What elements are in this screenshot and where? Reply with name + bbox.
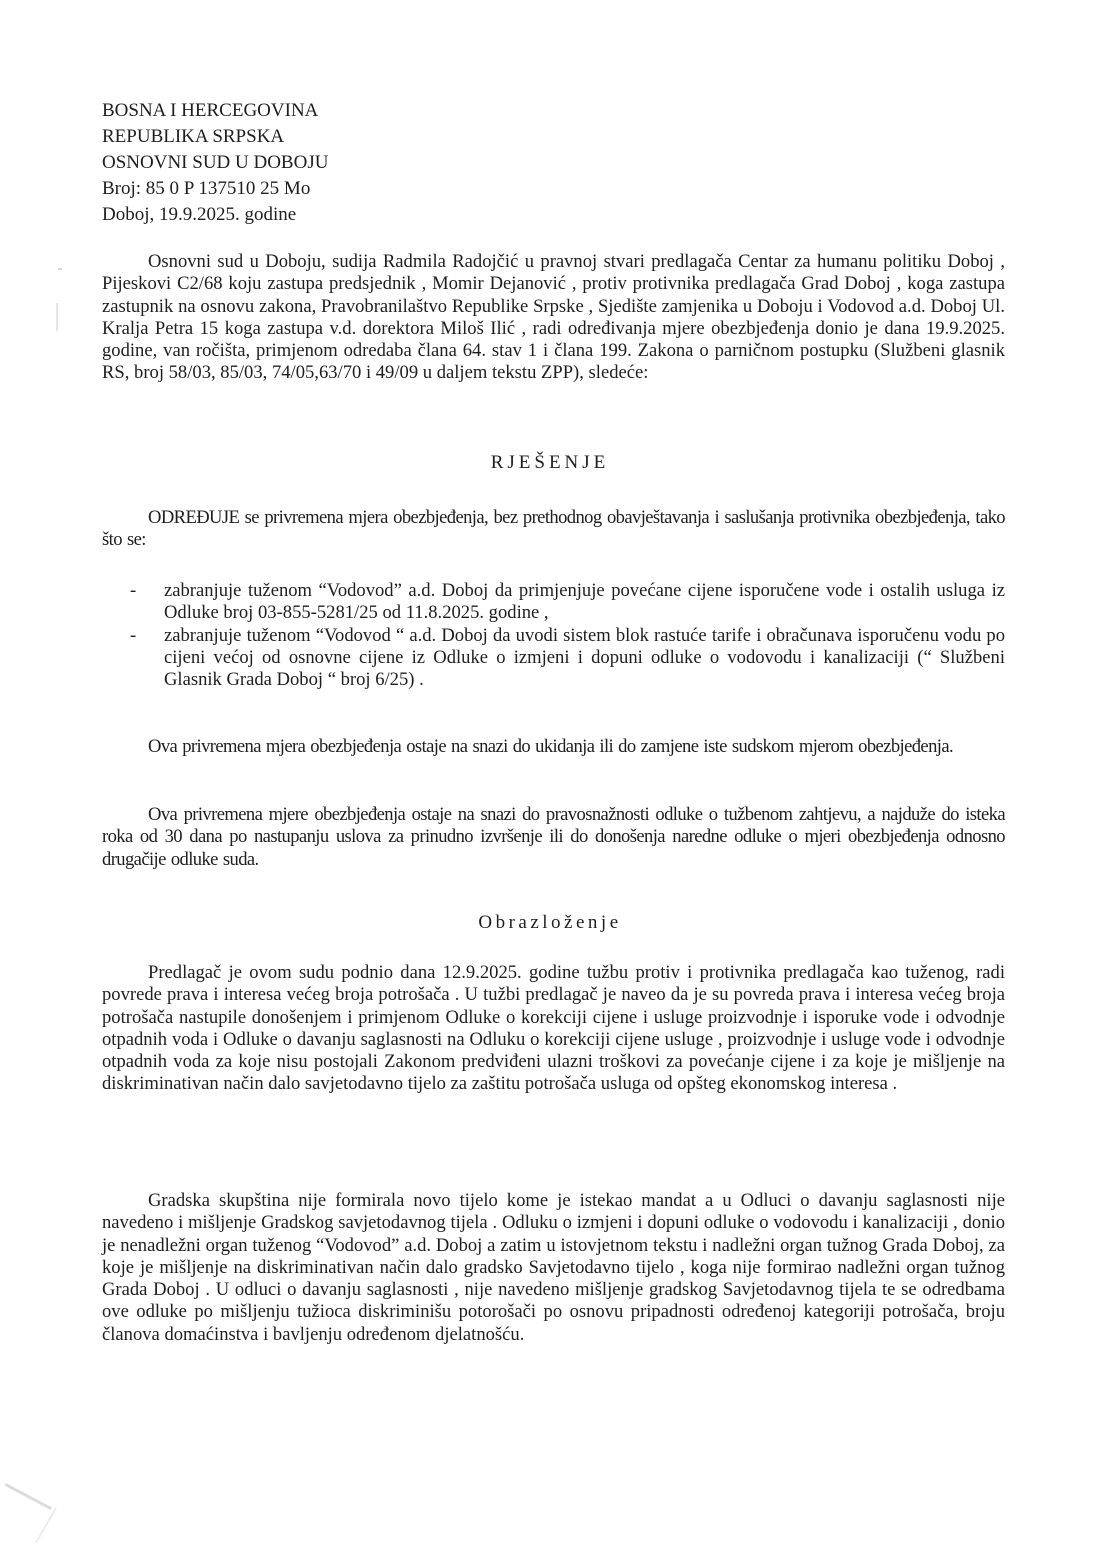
- list-item: [102, 580, 1005, 625]
- validity-section-1: [102, 736, 1005, 758]
- ruling-section: [102, 507, 1005, 552]
- prohibition-list: [102, 580, 1005, 691]
- scan-artifact: [58, 268, 62, 270]
- court-header: [102, 98, 328, 228]
- header-court: OSNOVNI SUD U DOBOJU: [102, 152, 329, 173]
- list-item: [102, 625, 1005, 692]
- validity-paragraph-1: Ova privremena mjera obezbjeđenja ostaje na snazi do ukidanja ili do zamjene iste sudskom mjerom obezbjeđenja.: [148, 736, 954, 757]
- list-bullet: -: [130, 624, 137, 646]
- header-country: BOSNA I HERCEGOVINA: [102, 100, 319, 121]
- scan-artifact: [35, 1508, 57, 1544]
- reasoning-section-2: [102, 1190, 1005, 1346]
- list-item-text: zabranjuje tuženom “Vodovod “ a.d. Doboj da uvodi sistem blok rastuće tarife i obračunava isporučenu vodu po cijeni većoj od osnovne cijene iz Odluke o izmjeni i dopuni odluke o vodovodu i kanalizaciji (“ Službeni Glasnik Grada Doboj “ broj 6/25) .: [164, 624, 1005, 691]
- intro-section: [102, 251, 1005, 385]
- ruling-paragraph: ODREĐUJE se privremena mjera obezbjeđenja, bez prethodnog obavještavanja i saslušanja protivnika obezbjeđenja, tako što se:: [102, 507, 1005, 551]
- list-item-text: zabranjuje tuženom “Vodovod” a.d. Doboj da primjenjuje povećane cijene isporučene vode i ostalih usluga iz Odluke broj 03-855-5281/25 od 11.8.2025. godine ,: [164, 580, 1005, 624]
- reasoning-paragraph-2: Gradska skupština nije formirala novo tijelo kome je istekao mandat a u Odluci o davanju saglasnosti nije navedeno i mišljenje Gradskog savjetodavnog tijela . Odluku o izmjeni i dopuni odluke o vodovodu i kanalizaciji , donio je nenadležni organ tuženog “Vodovod” a.d. Doboj a zatim u istovjetnom tekstu i nadležni organ tužnog Grada Doboj, za koje je mišljenje na diskriminativan način dalo gradsko Savjetodavno tijelo , koga nije formirao nadležni organ tužnog Grada Doboj . U odluci o davanju saglasnosti , nije navedeno mišljenje gradskog Savjetodavnog tijela te se odredbama ove odluke po mišljenju tužioca diskriminišu potorošači po osnovu pripadnosti određenoj kategoriji potrošača, broju članova domaćinstva i bavljenju određenom djelatnošću.: [102, 1190, 1005, 1345]
- validity-section-2: [102, 804, 1005, 871]
- scan-artifact: [56, 303, 58, 331]
- reasoning-title: Obrazloženje: [478, 912, 622, 933]
- intro-paragraph: Osnovni sud u Doboju, sudija Radmila Radojčić u pravnoj stvari predlagača Centar za humanu politiku Doboj , Pijeskovi C2/68 koju zastupa predsjednik , Momir Dejanović , protiv protivnika predlagača Grad Doboj , koga zastupa zastupnik na osnovu zakona, Pravobranilaštvo Republike Srpske , Sjedište zamjenika u Doboju i Vodovod a.d. Doboj Ul. Kralja Petra 15 koga zastupa v.d. dorektora Miloš Ilić , radi određivanja mjere obezbjeđenja donio je dana 19.9.2025. godine, van ročišta, primjenom odredaba člana 64. stav 1 i člana 199. Zakona o parničnom postupku (Službeni glasnik RS, broj 58/03, 85/03, 74/05,63/70 i 49/09 u daljem tekstu ZPP), sledeće:: [102, 251, 1005, 384]
- decision-title: RJEŠENJE: [490, 452, 610, 473]
- scan-artifact: [5, 1483, 52, 1510]
- list-bullet: -: [130, 580, 137, 601]
- reasoning-section-1: [102, 962, 1005, 1096]
- validity-paragraph-2: Ova privremena mjere obezbjeđenja ostaje na snazi do pravosnažnosti odluke o tužbenom zahtjevu, a najduže do isteka roka od 30 dana po nastupanju uslova za prinudno izvršenje ili do donošenja naredne odluke o mjeri obezbjeđenja odnosno drugačije odluke suda.: [102, 804, 1005, 870]
- reasoning-paragraph-1: Predlagač je ovom sudu podnio dana 12.9.2025. godine tužbu protiv i protivnika predlagača kao tuženog, radi povrede prava i interesa većeg broja potrošača . U tužbi predlagač je naveo da je su povreda prava i interesa većeg broja potrošača nastupile donošenjem i primjenom Odluke o korekciji cijene i usluge proizvodnje i isporuke vode i odvodnje otpadnih voda i Odluke o davanju saglasnosti na Odluku o korekciji cijene usluge , proizvodnje i usluge vode i odvodnje otpadnih voda za koje nisu postojali Zakonom predviđeni ulazni troškovi za povećanje cijene i za koje je mišljenje na diskriminativan način dalo savjetodavno tijelo za zaštitu potrošača usluga od opšteg ekonomskog interesa .: [102, 962, 1005, 1095]
- case-number: Broj: 85 0 P 137510 25 Mo: [102, 178, 311, 199]
- header-entity: REPUBLIKA SRPSKA: [102, 126, 285, 147]
- place-date: Doboj, 19.9.2025. godine: [102, 204, 297, 225]
